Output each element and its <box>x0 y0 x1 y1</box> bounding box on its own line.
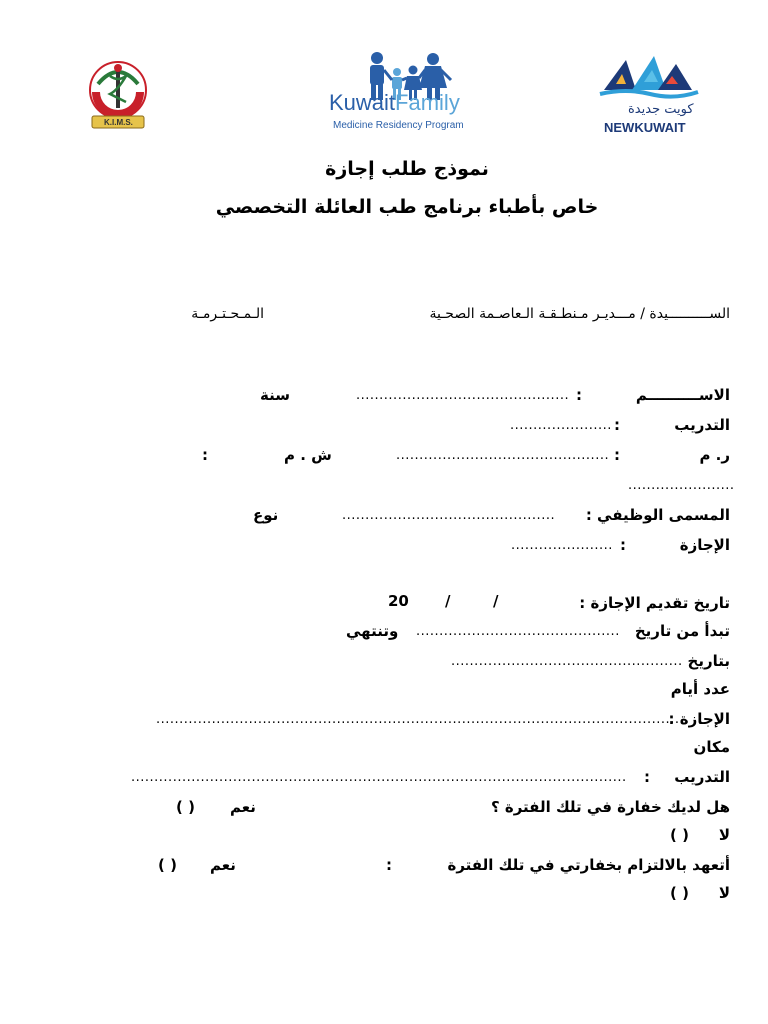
days-leave-label: الإجازة : <box>668 710 730 728</box>
on-call-yes-checkbox[interactable]: ( ) <box>176 798 195 816</box>
start-date-input[interactable]: ............................................ <box>416 624 620 639</box>
training-place-colon: : <box>644 768 650 786</box>
training-year-input[interactable]: ...................... <box>510 418 612 433</box>
addressee-honorific: الـمـحـتـرمـة <box>191 306 264 322</box>
on-call-question: هل لديك خفارة في تلك الفترة ؟ <box>490 798 730 816</box>
training-colon: : <box>614 416 620 434</box>
submit-date-label: تاريخ تقديم الإجازة : <box>579 594 730 612</box>
on-call-yes-label: نعم <box>230 798 256 816</box>
new-kuwait-logo <box>596 54 702 138</box>
commitment-yes-checkbox[interactable]: ( ) <box>158 856 177 874</box>
job-title-input[interactable]: .............................................. <box>342 508 556 523</box>
rm-label: ر. م <box>699 446 730 464</box>
new-kuwait-arabic: كويت جديدة <box>628 102 694 117</box>
commitment-colon: : <box>386 856 392 874</box>
new-kuwait-english: NEWKUWAIT <box>604 120 686 135</box>
rm-colon: : <box>614 446 620 464</box>
year-label: سنة <box>260 386 290 404</box>
start-date-label: تبدأ من تاريخ <box>634 622 730 640</box>
shm-label: ش . م <box>284 446 332 464</box>
commitment-no-label: لا <box>718 884 730 902</box>
training-label: التدريب <box>674 416 730 434</box>
form-title: نموذج طلب إجازة <box>325 158 489 180</box>
on-call-no-checkbox[interactable]: ( ) <box>670 826 689 844</box>
type-label: نوع <box>253 506 279 524</box>
name-label: الاســــــــــم <box>635 386 730 404</box>
name-colon: : <box>576 386 582 404</box>
rm-input[interactable]: .............................................. <box>396 448 610 463</box>
leave-label: الإجازة <box>679 536 730 554</box>
job-title-label: المسمى الوظيفي : <box>585 506 730 524</box>
form-subtitle: خاص بأطباء برنامج طب العائلة التخصصي <box>215 196 599 218</box>
name-input[interactable]: .............................................. <box>356 388 570 403</box>
submit-date-year[interactable]: 20 <box>388 592 409 610</box>
training-place-label-2: التدريب <box>674 768 730 786</box>
leave-type-input[interactable]: ...................... <box>511 538 613 553</box>
submit-date-slash-2: / <box>445 592 451 610</box>
commitment-question: أتعهد بالالتزام بخفارتي في تلك الفترة <box>447 856 730 874</box>
training-place-input[interactable]: ........................................................................................................... <box>131 770 627 785</box>
kuwait-family-subtitle: Medicine Residency Program <box>333 120 464 131</box>
kuwait-word: Kuwait <box>329 90 396 115</box>
end-date-input[interactable]: .................................................. <box>451 654 683 669</box>
commitment-no-checkbox[interactable]: ( ) <box>670 884 689 902</box>
kuwait-family-wordmark <box>329 90 460 116</box>
kims-label: K.I.M.S. <box>104 118 133 127</box>
days-count-input[interactable]: ................................................................................................................... <box>156 712 689 727</box>
shm-input[interactable]: ....................... <box>628 478 735 493</box>
addressee-line: الســــــــــيدة / مـــديـر مـنطـقـة الـعاصـمة الصحـية <box>429 306 730 322</box>
on-call-no-label: لا <box>718 826 730 844</box>
leave-colon: : <box>620 536 626 554</box>
shm-colon: : <box>202 446 208 464</box>
kuwait-family-logo <box>325 50 485 136</box>
days-count-label: عدد أيام <box>670 680 730 698</box>
submit-date-slash-1: / <box>493 592 499 610</box>
training-place-label: مكان <box>693 738 730 756</box>
new-kuwait-sail-icon <box>596 54 702 104</box>
end-date-label: بتاريخ <box>687 652 730 670</box>
commitment-yes-label: نعم <box>210 856 236 874</box>
kims-logo <box>80 54 156 134</box>
family-word: Family <box>395 90 460 115</box>
end-label: وتنتهي <box>346 622 399 640</box>
